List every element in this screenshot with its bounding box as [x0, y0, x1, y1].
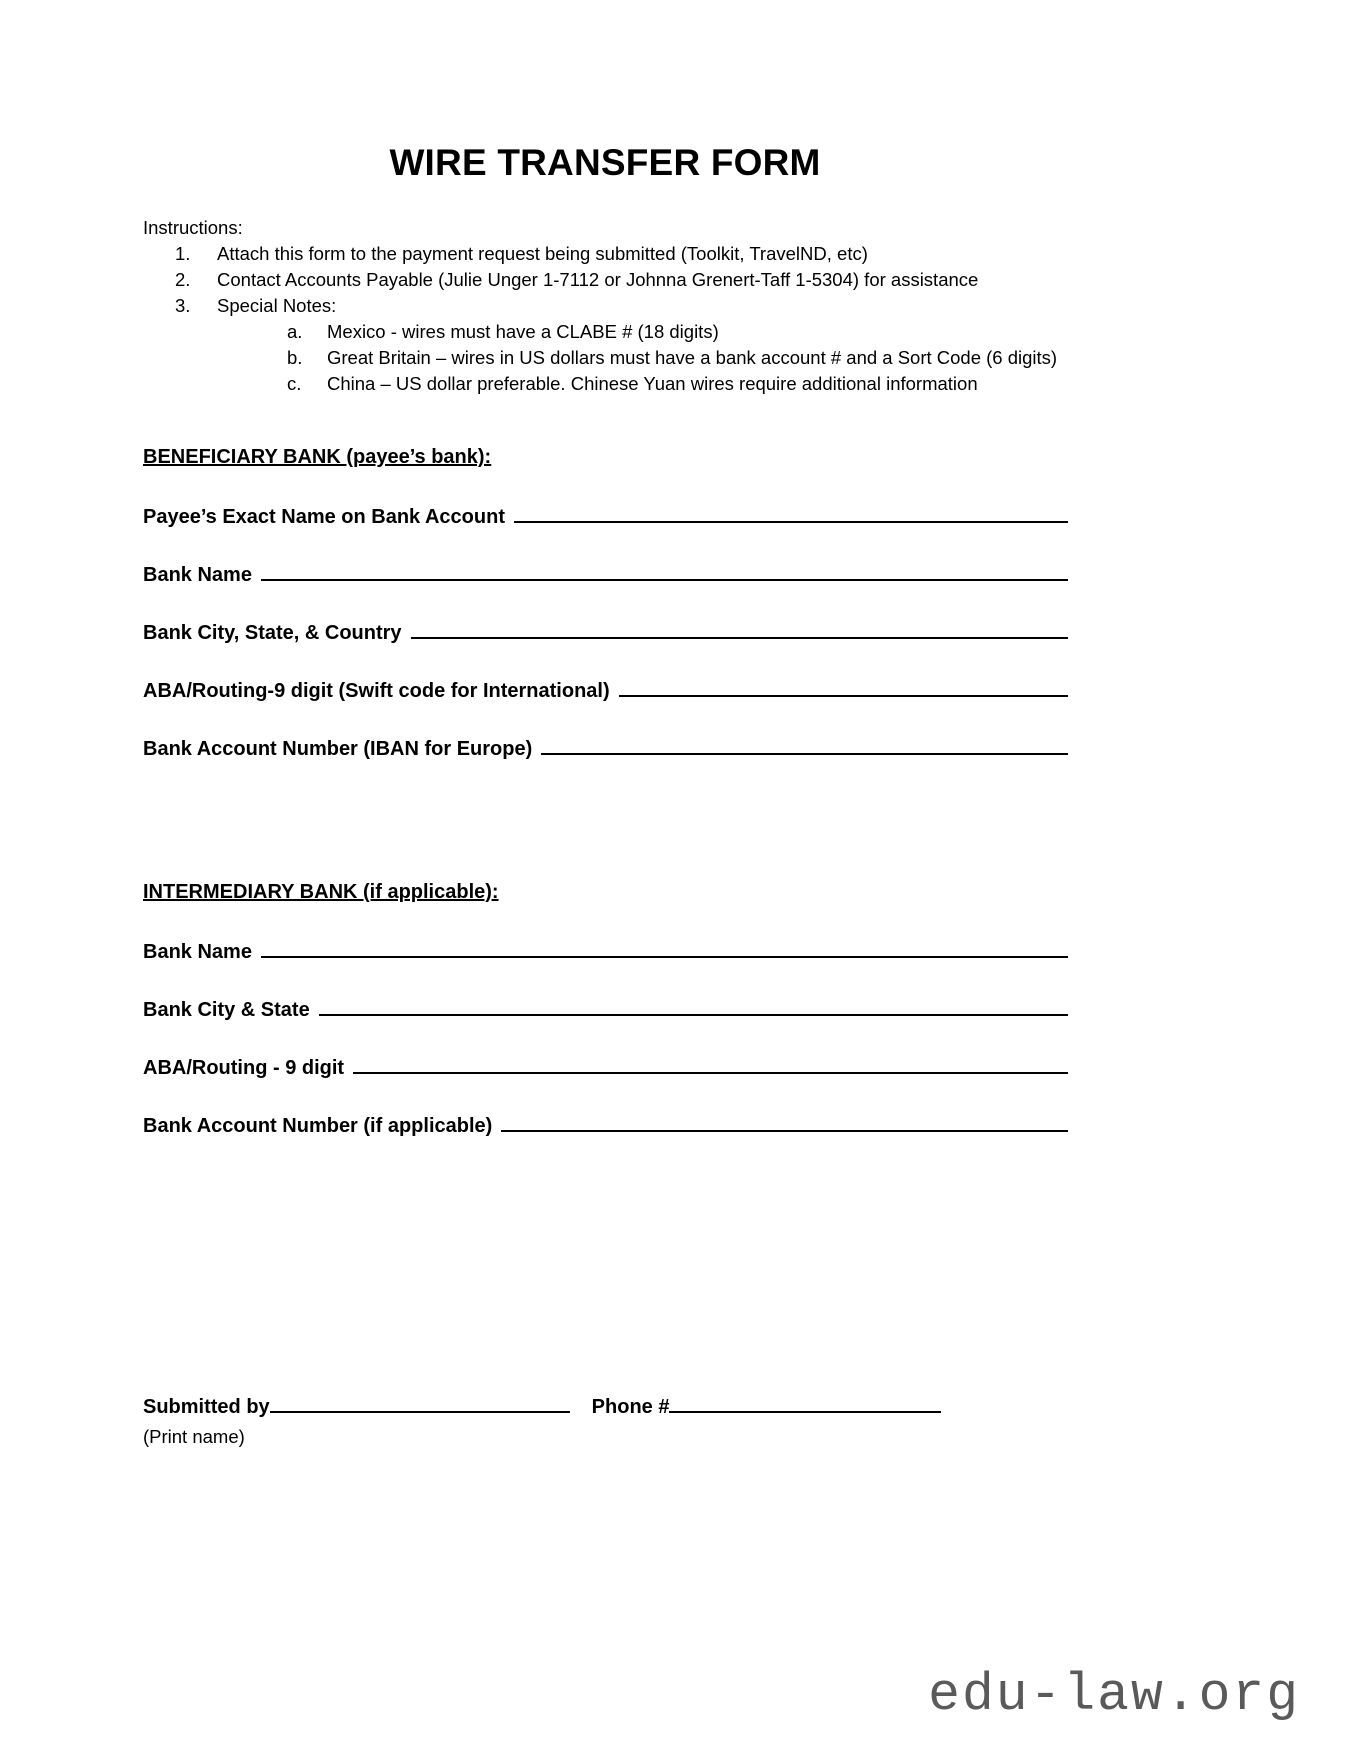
instruction-item-1: [143, 241, 1143, 267]
field-intermediary-bank-city-state: [143, 999, 1068, 1022]
field-input-line[interactable]: [411, 622, 1068, 639]
field-payee-exact-name: [143, 506, 1068, 529]
field-label: Payee’s Exact Name on Bank Account: [143, 506, 505, 528]
instruction-marker: 3.: [175, 295, 191, 316]
instructions-list: [143, 241, 1143, 397]
special-note-marker: b.: [287, 347, 303, 368]
watermark-text: edu-law.org: [928, 1665, 1300, 1725]
field-input-line[interactable]: [541, 738, 1068, 755]
field-beneficiary-bank-name: [143, 564, 1068, 587]
field-input-line[interactable]: [619, 680, 1068, 697]
phone-input-line[interactable]: [669, 1396, 941, 1413]
field-beneficiary-account-number: [143, 738, 1068, 761]
field-input-line[interactable]: [501, 1115, 1068, 1132]
special-note-text: Mexico - wires must have a CLABE # (18 digits): [327, 321, 719, 342]
submitted-by-row: [143, 1396, 1073, 1419]
field-label: Bank Account Number (if applicable): [143, 1115, 493, 1137]
field-label: Bank City, State, & Country: [143, 622, 402, 644]
page-title: WIRE TRANSFER FORM: [389, 142, 821, 183]
special-note-text: Great Britain – wires in US dollars must have a bank account # and a Sort Code (6 digits): [327, 347, 1058, 368]
field-input-line[interactable]: [514, 506, 1068, 523]
field-intermediary-aba-routing: [143, 1057, 1068, 1080]
field-intermediary-account-number: [143, 1115, 1068, 1138]
instruction-text: Attach this form to the payment request being submitted (Toolkit, TravelND, etc): [217, 243, 868, 264]
special-note-text: China – US dollar preferable. Chinese Yuan wires require additional information: [327, 373, 978, 394]
field-label: ABA/Routing-9 digit (Swift code for International): [143, 680, 610, 702]
field-label: Bank Name: [143, 941, 252, 963]
field-input-line[interactable]: [261, 564, 1068, 581]
special-note-marker: a.: [287, 321, 303, 342]
field-label: Bank City & State: [143, 999, 310, 1021]
special-note-a: [252, 319, 1143, 345]
intermediary-bank-heading: INTERMEDIARY BANK (if applicable):: [143, 881, 499, 903]
special-note-c: [252, 371, 1143, 397]
field-label: Bank Name: [143, 564, 252, 586]
beneficiary-bank-heading: BENEFICIARY BANK (payee’s bank):: [143, 446, 492, 468]
submitted-by-label: Submitted by: [143, 1396, 270, 1418]
field-label: ABA/Routing - 9 digit: [143, 1057, 345, 1079]
special-notes-list: [217, 319, 1143, 397]
print-name-note: (Print name): [143, 1426, 245, 1447]
field-input-line[interactable]: [319, 999, 1068, 1016]
field-label: Bank Account Number (IBAN for Europe): [143, 738, 533, 760]
instruction-item-2: [143, 267, 1143, 293]
instruction-marker: 2.: [175, 269, 191, 290]
phone-label: Phone #: [591, 1396, 670, 1418]
instruction-item-3: [143, 293, 1143, 397]
instructions-heading: Instructions:: [143, 217, 243, 238]
field-input-line[interactable]: [353, 1057, 1068, 1074]
instruction-text: Contact Accounts Payable (Julie Unger 1-7112 or Johnna Grenert-Taff 1-5304) for assistance: [217, 269, 979, 290]
special-note-marker: c.: [287, 373, 302, 394]
field-intermediary-bank-name: [143, 941, 1068, 964]
field-beneficiary-aba-routing: [143, 680, 1068, 703]
instructions-block: [143, 215, 1143, 397]
field-input-line[interactable]: [261, 941, 1068, 958]
instruction-text: Special Notes:: [217, 295, 337, 316]
special-note-b: [252, 345, 1143, 371]
instruction-marker: 1.: [175, 243, 191, 264]
field-beneficiary-bank-city-state-country: [143, 622, 1068, 645]
submitted-by-input-line[interactable]: [270, 1396, 570, 1413]
